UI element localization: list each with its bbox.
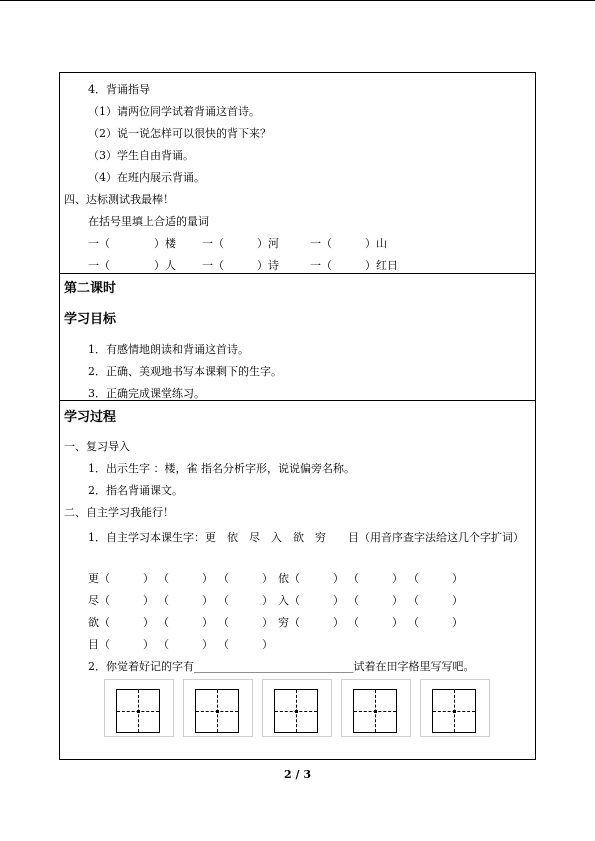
review-step-2: 2．指名背诵课文。 (88, 484, 183, 497)
measure-word-item: 一（ ）楼 (88, 237, 176, 250)
word-cell: （ ） (158, 572, 213, 585)
measure-word-item: 一（ ）红日 (310, 259, 398, 272)
word-cell: 欲（ ） (88, 616, 154, 629)
goal-2: 2．正确、美观地书写本课剩下的生字。 (88, 365, 282, 378)
self-study-step-1: 1．自主学习本课生字：更 依 尽 入 欲 穷 目（用音序查字法给这几个字扩词） (88, 531, 524, 544)
learning-goals-title: 学习目标 (64, 312, 117, 327)
learning-process-title: 学习过程 (64, 410, 117, 425)
word-cell: （ ） (158, 638, 213, 651)
recite-step-3: （3）学生自由背诵。 (88, 149, 194, 162)
word-cell: （ ） (158, 616, 213, 629)
measure-word-item: 一（ ）山 (310, 237, 387, 250)
measure-word-item: 一（ ）诗 (202, 259, 279, 272)
goal-1: 1．有感情地朗读和背诵这首诗。 (88, 343, 249, 356)
recite-guide-heading: 4．背诵指导 (88, 83, 150, 96)
goal-3: 3．正确完成课堂练习。 (88, 387, 205, 400)
review-step-1: 1．出示生字 ：楼，雀 指名分析字形，说说偏旁名称。 (88, 462, 355, 475)
test-instruction: 在括号里填上合适的量词 (88, 215, 209, 228)
word-cell: 尽（ ） (88, 594, 154, 607)
tianzige-practice-grids (104, 679, 490, 737)
review-heading: 一、复习导入 (64, 440, 130, 453)
word-cell: （ ） (218, 594, 273, 607)
tianzige-box[interactable] (262, 679, 332, 737)
word-cell: 依（ ） (278, 572, 344, 585)
tianzige-box[interactable] (420, 679, 490, 737)
tianzige-box[interactable] (104, 679, 174, 737)
page-number: 2 / 3 (284, 768, 311, 781)
word-cell: （ ） (218, 616, 273, 629)
self-study-heading: 二、自主学习我能行！ (64, 506, 174, 519)
tianzige-box[interactable] (183, 679, 253, 737)
section-divider (60, 400, 535, 401)
word-cell: （ ） (348, 594, 403, 607)
word-cell: （ ） (408, 594, 463, 607)
lesson-two-title: 第二课时 (64, 281, 117, 296)
recite-step-2: （2）说一说怎样可以很快的背下来？ (88, 127, 271, 140)
word-cell: 入（ ） (278, 594, 344, 607)
measure-word-item: 一（ ）河 (202, 237, 279, 250)
easy-characters-prompt: 2．你觉着好记的字有_____________________________试着在田字格里写写吧。 (88, 660, 475, 673)
section-divider (60, 273, 535, 274)
word-cell: 目（ ） (88, 638, 154, 651)
recite-step-4: （4）在班内展示背诵。 (88, 171, 205, 184)
page-top-rule (0, 0, 595, 1)
word-cell: （ ） (218, 572, 273, 585)
tianzige-box[interactable] (341, 679, 411, 737)
word-cell: （ ） (408, 572, 463, 585)
word-cell: （ ） (348, 572, 403, 585)
word-cell: （ ） (408, 616, 463, 629)
word-cell: （ ） (158, 594, 213, 607)
measure-word-item: 一（ ）人 (88, 259, 176, 272)
test-heading: 四、达标测试我最棒！ (64, 193, 174, 206)
lesson-table (59, 72, 536, 760)
word-cell: 更（ ） (88, 572, 154, 585)
word-cell: （ ） (348, 616, 403, 629)
word-cell: 穷（ ） (278, 616, 344, 629)
word-cell: （ ） (218, 638, 273, 651)
recite-step-1: （1）请两位同学试着背诵这首诗。 (88, 105, 260, 118)
